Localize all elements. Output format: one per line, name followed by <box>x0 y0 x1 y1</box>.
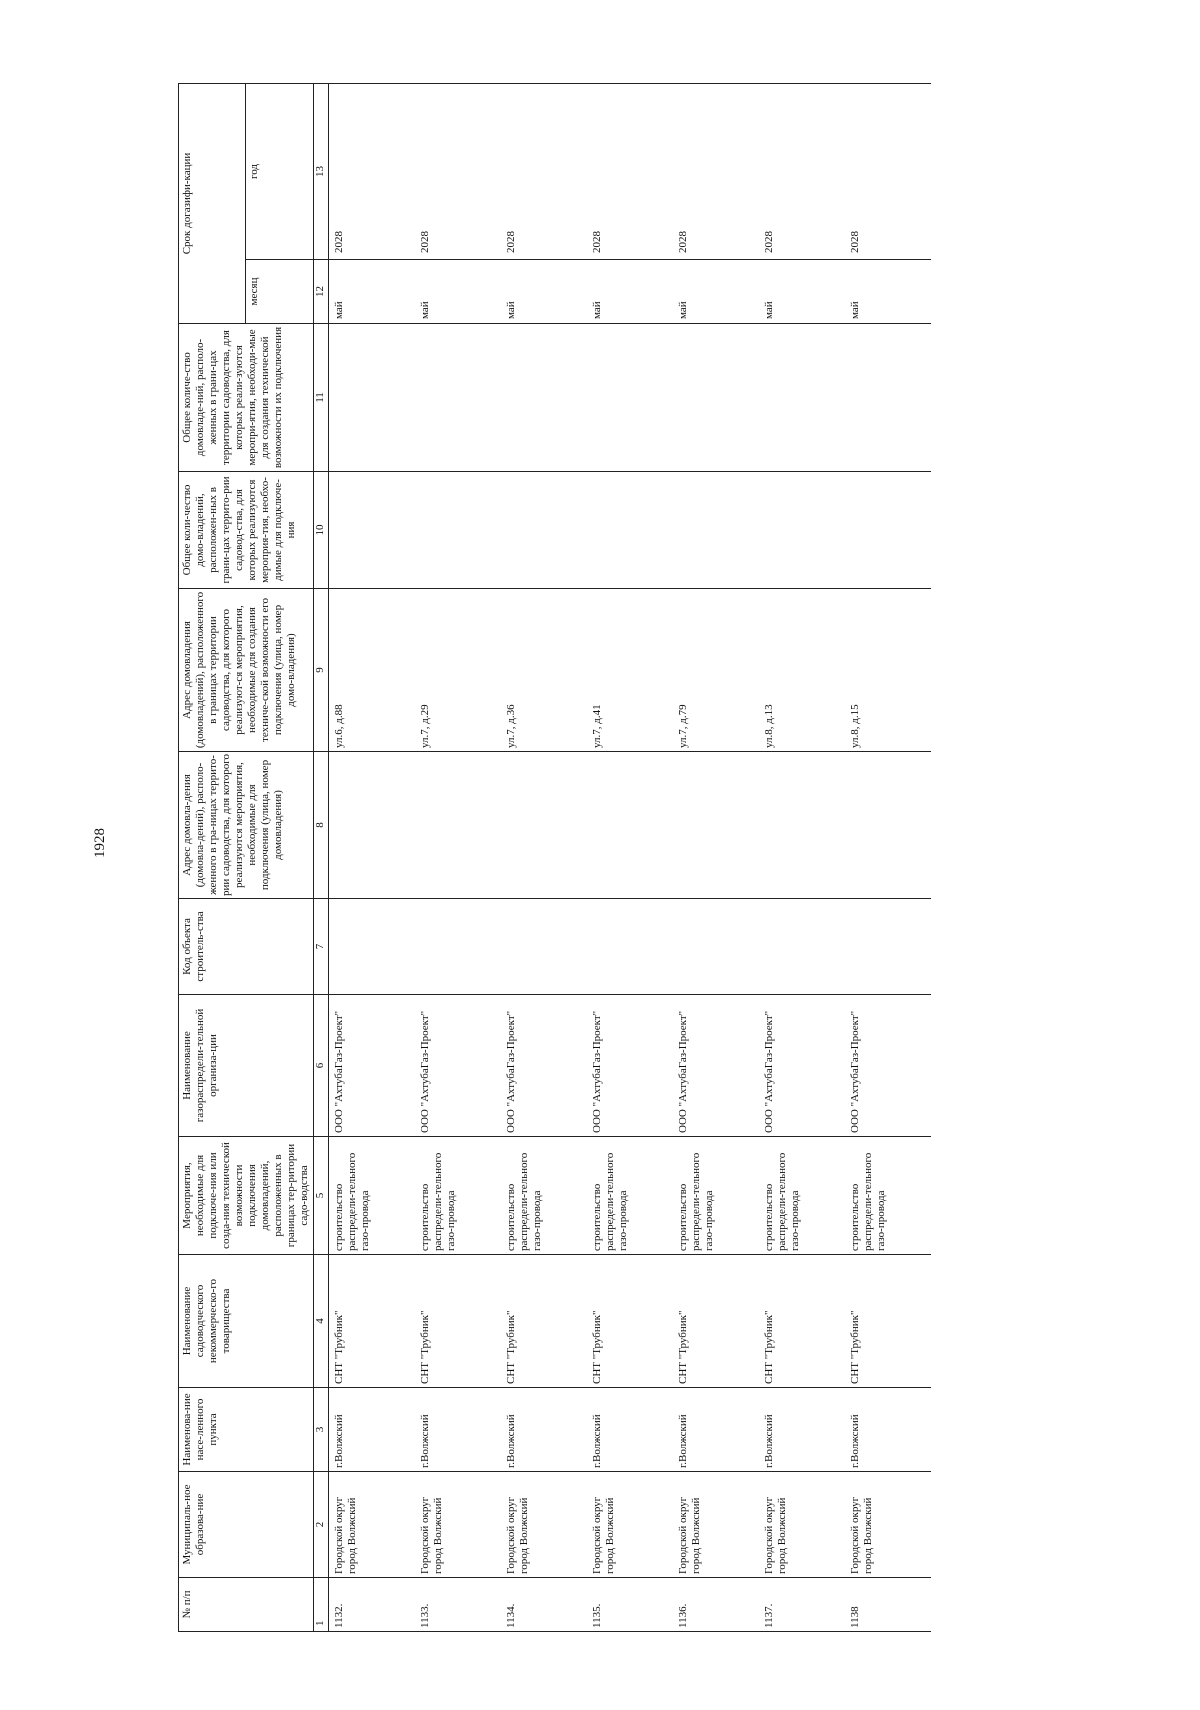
measures-cell: строительство распредели-тельного газо-провода <box>415 1137 501 1255</box>
year-cell: 2028 <box>845 84 931 260</box>
count-capability-cell <box>415 324 501 472</box>
measures-cell: строительство распредели-тельного газо-провода <box>759 1137 845 1255</box>
year-cell: 2028 <box>587 84 673 260</box>
count-capability-cell <box>587 324 673 472</box>
count-connect-cell <box>845 472 931 589</box>
year-cell: 2028 <box>759 84 845 260</box>
header-deadline: Срок догазифи-кации <box>179 84 246 324</box>
header-num: № п/п <box>179 1578 314 1632</box>
table-row <box>328 84 415 1632</box>
locality-cell: г.Волжский <box>845 1388 931 1472</box>
count-capability-cell <box>845 324 931 472</box>
addr-connect-cell <box>845 752 931 899</box>
addr-capability-cell: ул.7, д.29 <box>415 589 501 752</box>
header-count-capability: Общее количе-ство домовладе-ний, располо-женных в грани-цах территории садоводства, для которых реали-зуются меропри-ятия, необходи-мые для создания технической возможности их подключения <box>179 324 314 472</box>
code-cell <box>328 899 415 995</box>
month-cell: май <box>415 260 501 324</box>
measures-cell: строительство распредели-тельного газо-провода <box>587 1137 673 1255</box>
locality-cell: г.Волжский <box>673 1388 759 1472</box>
table-row <box>845 84 931 1632</box>
measures-cell: строительство распредели-тельного газо-провода <box>673 1137 759 1255</box>
gas-org-cell: ООО "АхтубаГаз-Проект" <box>845 995 931 1137</box>
count-connect-cell <box>759 472 845 589</box>
municipality-cell: Городской округ город Волжский <box>415 1472 501 1578</box>
locality-cell: г.Волжский <box>415 1388 501 1472</box>
addr-connect-cell <box>415 752 501 899</box>
column-number: 12 <box>313 260 328 324</box>
gas-org-cell: ООО "АхтубаГаз-Проект" <box>587 995 673 1137</box>
column-number: 10 <box>313 472 328 589</box>
count-capability-cell <box>328 324 415 472</box>
rotated-page-content <box>178 27 1025 1632</box>
municipality-cell: Городской округ город Волжский <box>759 1472 845 1578</box>
row-number: 1137. <box>759 1578 845 1632</box>
count-capability-cell <box>673 324 759 472</box>
row-number: 1133. <box>415 1578 501 1632</box>
header-addr-connect: Адрес домовла-дения (домовла-дений), располо-женного в гра-ницах террито-рии садоводства, для которого реализуются мероприятия, необходимые для подключения (улица, номер домовладения) <box>179 752 314 899</box>
month-cell: май <box>673 260 759 324</box>
count-connect-cell <box>673 472 759 589</box>
addr-connect-cell <box>501 752 587 899</box>
snt-cell: СНТ "Трубник" <box>845 1255 931 1388</box>
row-number: 1136. <box>673 1578 759 1632</box>
row-number: 1132. <box>328 1578 415 1632</box>
year-cell: 2028 <box>501 84 587 260</box>
header-count-connect: Общее коли-чество домо-владений, расположен-ных в грани-цах террито-рии садовод-ства, для которых реализуются мероприя-тия, необхо-димые для подключе-ния <box>179 472 314 589</box>
column-number: 9 <box>313 589 328 752</box>
row-number: 1134. <box>501 1578 587 1632</box>
gas-org-cell: ООО "АхтубаГаз-Проект" <box>328 995 415 1137</box>
column-number: 2 <box>313 1472 328 1578</box>
snt-cell: СНТ "Трубник" <box>415 1255 501 1388</box>
month-cell: май <box>759 260 845 324</box>
year-cell: 2028 <box>673 84 759 260</box>
header-year: год <box>246 84 313 260</box>
locality-cell: г.Волжский <box>501 1388 587 1472</box>
count-connect-cell <box>415 472 501 589</box>
column-number: 6 <box>313 995 328 1137</box>
month-cell: май <box>328 260 415 324</box>
addr-capability-cell: ул.8, д.15 <box>845 589 931 752</box>
addr-connect-cell <box>328 752 415 899</box>
measures-cell: строительство распредели-тельного газо-провода <box>845 1137 931 1255</box>
snt-cell: СНТ "Трубник" <box>759 1255 845 1388</box>
addr-connect-cell <box>587 752 673 899</box>
month-cell: май <box>587 260 673 324</box>
code-cell <box>845 899 931 995</box>
row-number: 1138 <box>845 1578 931 1632</box>
header-row <box>179 84 246 1632</box>
addr-capability-cell: ул.7, д.41 <box>587 589 673 752</box>
municipality-cell: Городской округ город Волжский <box>845 1472 931 1578</box>
column-number: 1 <box>313 1578 328 1632</box>
gas-org-cell: ООО "АхтубаГаз-Проект" <box>501 995 587 1137</box>
municipality-cell: Городской округ город Волжский <box>673 1472 759 1578</box>
count-capability-cell <box>759 324 845 472</box>
snt-cell: СНТ "Трубник" <box>328 1255 415 1388</box>
header-measures: Мероприятия, необходимые для подключе-ния или созда-ния технической возможности подключения домовладений, расположенных в границах тер-ритории садо-водства <box>179 1137 314 1255</box>
addr-connect-cell <box>759 752 845 899</box>
locality-cell: г.Волжский <box>587 1388 673 1472</box>
locality-cell: г.Волжский <box>759 1388 845 1472</box>
header-snt: Наименование садоводческого некоммерческо-го товарищества <box>179 1255 314 1388</box>
gas-org-cell: ООО "АхтубаГаз-Проект" <box>759 995 845 1137</box>
header-municipality: Муниципаль-ное образова-ние <box>179 1472 314 1578</box>
code-cell <box>501 899 587 995</box>
row-number: 1135. <box>587 1578 673 1632</box>
month-cell: май <box>845 260 931 324</box>
measures-cell: строительство распредели-тельного газо-провода <box>328 1137 415 1255</box>
year-cell: 2028 <box>415 84 501 260</box>
column-number-row <box>313 84 328 1632</box>
gas-org-cell: ООО "АхтубаГаз-Проект" <box>673 995 759 1137</box>
count-connect-cell <box>328 472 415 589</box>
addr-capability-cell: ул.7, д.36 <box>501 589 587 752</box>
municipality-cell: Городской округ город Волжский <box>587 1472 673 1578</box>
gas-org-cell: ООО "АхтубаГаз-Проект" <box>415 995 501 1137</box>
column-number: 8 <box>313 752 328 899</box>
count-connect-cell <box>501 472 587 589</box>
table-row <box>673 84 759 1632</box>
code-cell <box>673 899 759 995</box>
table-row <box>587 84 673 1632</box>
count-connect-cell <box>587 472 673 589</box>
gasification-table <box>178 83 931 1632</box>
code-cell <box>587 899 673 995</box>
measures-cell: строительство распредели-тельного газо-провода <box>501 1137 587 1255</box>
count-capability-cell <box>501 324 587 472</box>
column-number: 13 <box>313 84 328 260</box>
year-cell: 2028 <box>328 84 415 260</box>
header-code: Код объекта строитель-ства <box>179 899 314 995</box>
page-number: 1928 <box>92 828 108 858</box>
addr-capability-cell: ул.6, д.88 <box>328 589 415 752</box>
header-month: месяц <box>246 260 313 324</box>
municipality-cell: Городской округ город Волжский <box>328 1472 415 1578</box>
column-number: 11 <box>313 324 328 472</box>
code-cell <box>415 899 501 995</box>
column-number: 7 <box>313 899 328 995</box>
addr-capability-cell: ул.7, д.79 <box>673 589 759 752</box>
table-row <box>415 84 501 1632</box>
table-row <box>759 84 845 1632</box>
addr-connect-cell <box>673 752 759 899</box>
header-addr-capability: Адрес домовладения (домовладений), расположенного в границах территории садоводства, для которого реализуют-ся мероприятия, необходимые для создания техниче-ской возможности его подключения (улица, номер домо-владения) <box>179 589 314 752</box>
snt-cell: СНТ "Трубник" <box>587 1255 673 1388</box>
snt-cell: СНТ "Трубник" <box>501 1255 587 1388</box>
month-cell: май <box>501 260 587 324</box>
locality-cell: г.Волжский <box>328 1388 415 1472</box>
table-row <box>501 84 587 1632</box>
addr-capability-cell: ул.8, д.13 <box>759 589 845 752</box>
column-number: 3 <box>313 1388 328 1472</box>
municipality-cell: Городской округ город Волжский <box>501 1472 587 1578</box>
column-number: 4 <box>313 1255 328 1388</box>
code-cell <box>759 899 845 995</box>
header-locality: Наименова-ние насе-ленного пункта <box>179 1388 314 1472</box>
header-gas-org: Наименование газораспредели-тельной организа-ции <box>179 995 314 1137</box>
column-number: 5 <box>313 1137 328 1255</box>
snt-cell: СНТ "Трубник" <box>673 1255 759 1388</box>
